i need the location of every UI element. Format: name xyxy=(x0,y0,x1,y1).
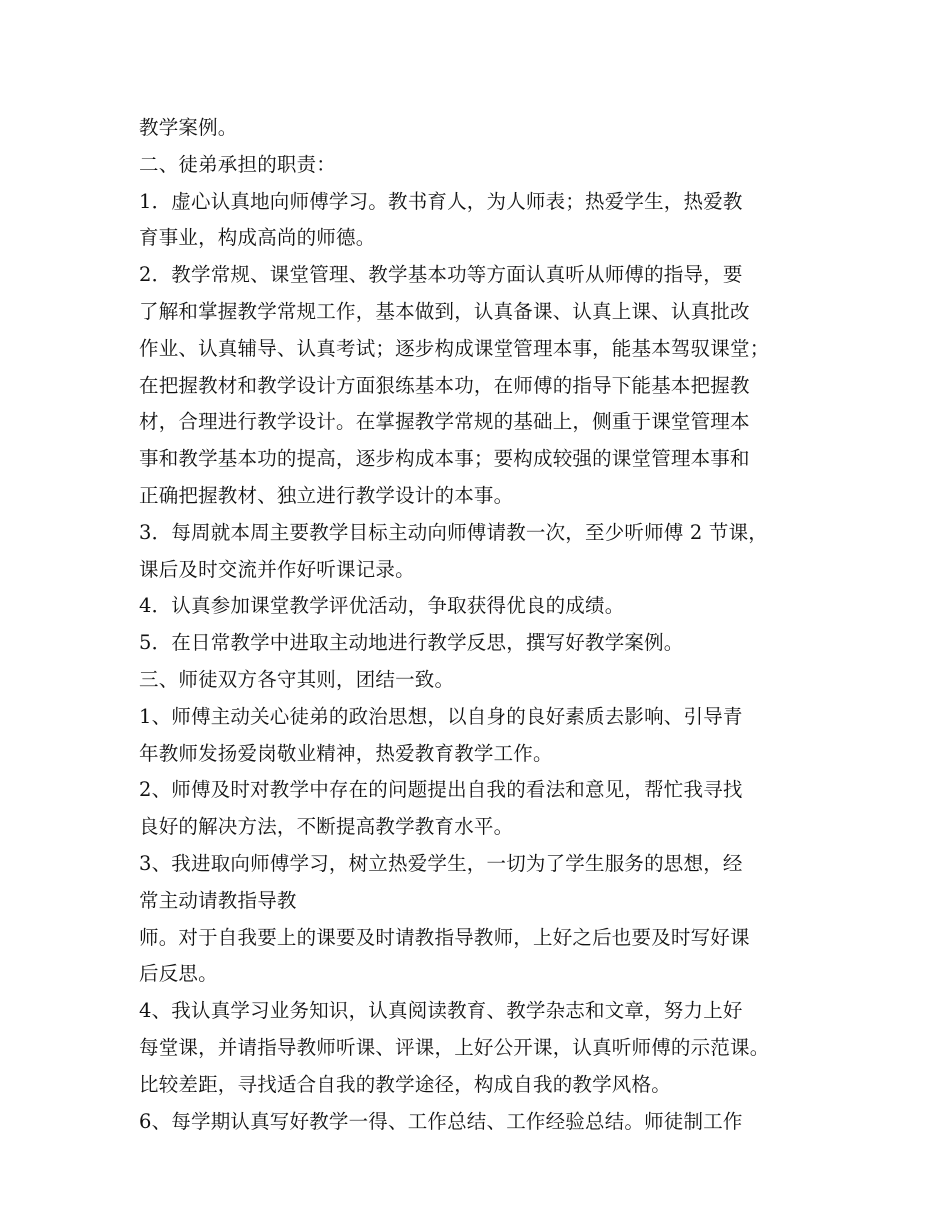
text-line: 育事业，构成高尚的师德。 xyxy=(139,226,376,250)
text-line: 教学案例。 xyxy=(139,116,238,139)
section-heading: 二、徒弟承担的职责： xyxy=(139,152,337,176)
text-line: 事和教学基本功的提高，逐步构成本事；要构成较强的课堂管理本事和 xyxy=(139,447,750,471)
text-line: 2、师傅及时对教学中存在的问题提出自我的看法和意见，帮忙我寻找 xyxy=(139,778,743,802)
text-line: 后反思。 xyxy=(139,962,218,986)
text-line: 在把握教材和教学设计方面狠练基本功，在师傅的指导下能基本把握教 xyxy=(139,373,750,397)
text-line: 1、师傅主动关心徒弟的政治思想，以自身的良好素质去影响、引导青 xyxy=(139,704,743,728)
text-line: 6、每学期认真写好教学一得、工作总结、工作经验总结。师徒制工作 xyxy=(139,1109,743,1133)
text-line: 正确把握教材、独立进行教学设计的本事。 xyxy=(139,483,514,507)
text-line: 年教师发扬爱岗敬业精神，热爱教育教学工作。 xyxy=(139,741,553,765)
text-line: 2．教学常规、课堂管理、教学基本功等方面认真听从师傅的指导，要 xyxy=(139,263,743,287)
text-line: 4．认真参加课堂教学评优活动，争取获得优良的成绩。 xyxy=(139,594,625,618)
text-line: 常主动请教指导教 xyxy=(139,888,297,912)
text-line: 每堂课，并请指导教师听课、评课，上好公开课，认真听师傅的示范课。 xyxy=(139,1035,770,1059)
text-line: 师。对于自我要上的课要及时请教指导教师，上好之后也要及时写好课 xyxy=(139,925,750,949)
text-line: 5．在日常教学中进取主动地进行教学反思，撰写好教学案例。 xyxy=(139,631,684,655)
document-body xyxy=(139,110,819,1140)
text-line: 良好的解决方法，不断提高教学教育水平。 xyxy=(139,815,514,839)
text-line: 3、我进取向师傅学习，树立热爱学生，一切为了学生服务的思想，经 xyxy=(139,851,743,875)
section-heading: 三、师徒双方各守其则，团结一致。 xyxy=(139,667,455,691)
text-line: 3．每周就本周主要教学目标主动向师傅请教一次，至少听师傅 2 节课， xyxy=(139,520,769,544)
text-line: 课后及时交流并作好听课记录。 xyxy=(139,557,415,581)
text-line: 1．虚心认真地向师傅学习。教书育人，为人师表；热爱学生，热爱教 xyxy=(139,189,743,213)
text-line: 比较差距，寻找适合自我的教学途径，构成自我的教学风格。 xyxy=(139,1072,671,1096)
text-line: 作业、认真辅导、认真考试；逐步构成课堂管理本事，能基本驾驭课堂； xyxy=(139,336,770,360)
text-line: 材，合理进行教学设计。在掌握教学常规的基础上，侧重于课堂管理本 xyxy=(139,410,750,434)
text-line: 4、我认真学习业务知识，认真阅读教育、教学杂志和文章，努力上好 xyxy=(139,999,743,1023)
text-line: 了解和掌握教学常规工作，基本做到，认真备课、认真上课、认真批改 xyxy=(139,299,750,323)
